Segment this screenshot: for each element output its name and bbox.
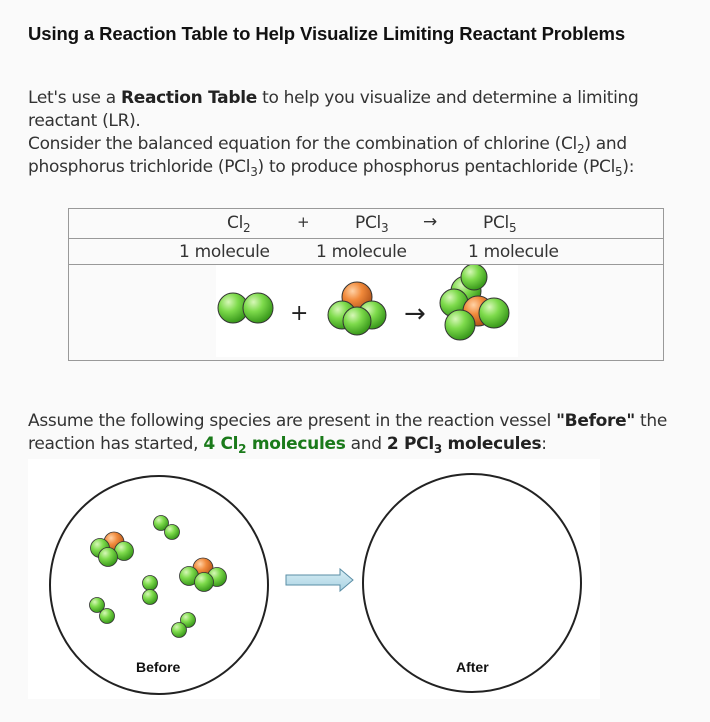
equation-paragraph: [28, 133, 708, 179]
diagram-plus: +: [290, 301, 309, 326]
consider-text-2: ) and phosphorus trichloride (PCl: [28, 134, 627, 177]
consider-text-1: Consider the balanced equation for the combination of chlorine (Cl: [28, 134, 577, 154]
reactant-pcl3: PCl$_3$: [355, 213, 389, 235]
molecule-diagram: [216, 265, 518, 357]
cl2-molecule-icon: [218, 293, 273, 323]
before-after-figure: [28, 459, 600, 699]
assume-text-3: and: [345, 434, 387, 454]
product-pcl5: PCl$_5$: [483, 213, 517, 235]
intro-text-1: Let's use a: [28, 88, 121, 108]
reaction-table: [68, 208, 664, 361]
before-label: Before: [136, 659, 181, 675]
assume-text-4: :: [541, 434, 547, 454]
assume-text-1: Assume the following species are present in the reaction vessel: [28, 411, 557, 431]
cl2-count-highlight: 4 $Cl_2$ molecules: [203, 434, 346, 456]
qty-pcl5: 1 molecule: [468, 242, 559, 262]
intro-paragraph: [28, 87, 708, 133]
right-arrow-icon: [286, 569, 353, 591]
assume-text-2: the reaction has started,: [28, 411, 668, 454]
assume-paragraph: [28, 410, 708, 456]
qty-cl2: 1 molecule: [179, 242, 270, 262]
qty-pcl3: 1 molecule: [316, 242, 407, 262]
consider-text-3: ) to produce phosphorus pentachloride (PCl: [257, 157, 616, 177]
pcl3-molecule-icon: [328, 282, 386, 335]
pcl5-subscript: 5: [615, 165, 623, 179]
reaction-arrow: →: [423, 212, 437, 232]
reactant-cl2: $Cl_2$: [227, 213, 251, 235]
pcl3-count-highlight: 2 PCl$_3$ molecules: [386, 434, 542, 456]
pcl5-molecule-icon: [440, 265, 509, 340]
before-quoted: "Before": [556, 411, 635, 431]
pcl3-subscript: 3: [250, 165, 258, 179]
intro-bold-reaction-table: Reaction Table: [120, 88, 257, 108]
after-label: After: [456, 659, 489, 675]
page-title: Using a Reaction Table to Help Visualize Limiting Reactant Problems: [28, 23, 626, 44]
consider-text-4: ):: [622, 157, 635, 177]
plus-sign: +: [297, 213, 310, 231]
intro-text-2: to help you visualize and determine a limiting reactant (LR).: [28, 88, 639, 131]
table-divider: [69, 238, 663, 239]
diagram-arrow: →: [404, 299, 426, 329]
cl2-subscript: 2: [576, 142, 585, 156]
